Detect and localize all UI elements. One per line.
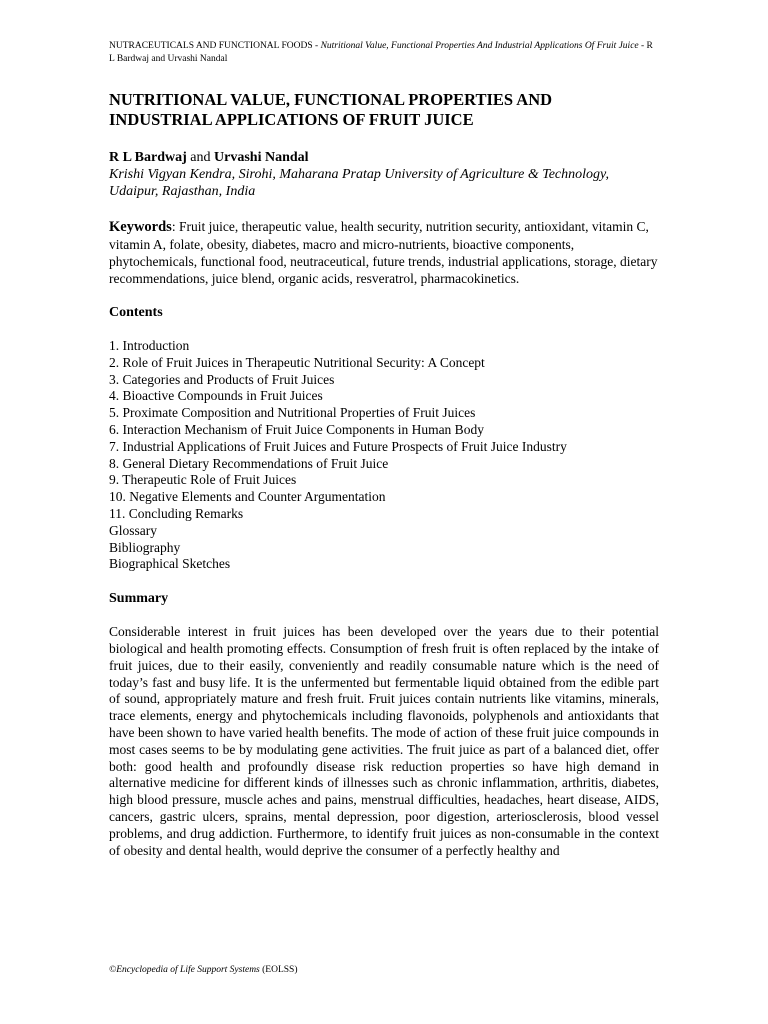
contents-item: 11. Concluding Remarks xyxy=(109,505,244,521)
keywords-label: Keywords xyxy=(109,219,172,235)
keywords-text: : Fruit juice, therapeutic value, health security, nutrition security, antioxidant, vitamin C, vitamin A, folate, obesity, diabetes, macro and micro-nutrients, bioactive components, phytochemicals, functional food, neutraceutical, future trends, industrial applications, storage, dietary recommendations, juice blend, organic acids, resveratrol, pharmacokinetics. xyxy=(109,219,658,286)
chapter-title-line-2: INDUSTRIAL APPLICATIONS OF FRUIT JUICE xyxy=(109,110,474,129)
author-conjunction: and xyxy=(186,150,215,165)
contents-item: Biographical Sketches xyxy=(109,556,231,572)
page-footer xyxy=(109,964,298,976)
footer-copyright: ©Encyclopedia of Life Support Systems xyxy=(109,965,260,975)
author-line xyxy=(109,149,659,166)
contents-heading: Contents xyxy=(109,305,163,320)
affiliation: Krishi Vigyan Kendra, Sirohi, Maharana Pratap University of Agriculture & Technology, Udaipur, Rajasthan, India xyxy=(109,167,609,199)
contents-item: Glossary xyxy=(109,522,157,538)
contents-item: 1. Introduction xyxy=(109,338,190,353)
summary-paragraph: Considerable interest in fruit juices has been developed over the years due to their potential biological and health promoting effects. Consumption of fresh fruit is often replaced by the intake of fruit juices, due to their easily, conveniently and readily consumable nature which is the need of today’s fast and busy life. It is the unfermented but fermentable liquid obtained from the edible part of sound, appropriately mature and fresh fruit. Fruit juices contain nutrients like vitamins, minerals, trace elements, energy and phytochemicals including flavonoids, polyphenols and antioxidants that have been shown to have varied health benefits. The mode of action of these fruit juice compounds in most cases seems to be by modulating gene activities. The fruit juice as part of a balanced diet, offer both: good health and profoundly disease risk reduction properties so have high demand in alternative medicine for different kinds of illnesses such as chronic inflammation, arthritis, diabetes, high blood pressure, muscle aches and pains, menstrual difficulties, headaches, heart disease, AIDS, cancers, gastric ulcers, sprains, mental depression, poor digestion, arteriosclerosis, blood vessel problems, and drug addiction. Furthermore, to identify fruit juices as non-consumable in the context of obesity and dental health, would deprive the consumer of a perfectly healthy and xyxy=(109,624,659,858)
contents-item: 3. Categories and Products of Fruit Juices xyxy=(109,371,335,387)
summary-heading: Summary xyxy=(109,591,169,607)
contents-list xyxy=(109,338,659,573)
contents-item: 8. General Dietary Recommendations of Fruit Juice xyxy=(109,455,389,471)
header-series: NUTRACEUTICALS AND FUNCTIONAL FOODS xyxy=(109,41,313,51)
contents-item: 4. Bioactive Compounds in Fruit Juices xyxy=(109,388,323,404)
author-2: Urvashi Nandal xyxy=(214,150,309,165)
contents-item: 5. Proximate Composition and Nutritional Properties of Fruit Juices xyxy=(109,405,476,421)
contents-item: 7. Industrial Applications of Fruit Juices and Future Prospects of Fruit Juice Industry xyxy=(109,438,567,454)
author-1: R L Bardwaj xyxy=(109,150,187,165)
contents-item: 9. Therapeutic Role of Fruit Juices xyxy=(109,472,297,488)
contents-item: 2. Role of Fruit Juices in Therapeutic Nutritional Security: A Concept xyxy=(109,354,485,370)
chapter-title xyxy=(109,90,659,130)
document-page xyxy=(109,40,659,859)
contents-item: 10. Negative Elements and Counter Argumentation xyxy=(109,489,386,505)
keywords-paragraph xyxy=(109,218,659,287)
chapter-title-line-1: NUTRITIONAL VALUE, FUNCTIONAL PROPERTIES AND xyxy=(109,90,553,109)
running-header xyxy=(109,40,659,66)
contents-item: Bibliography xyxy=(109,539,181,555)
contents-item: 6. Interaction Mechanism of Fruit Juice Components in Human Body xyxy=(109,421,484,437)
header-authors: - R L Bardwaj and Urvashi Nandal xyxy=(109,41,653,64)
header-chapter-title: Nutritional Value, Functional Properties And Industrial Applications Of Fruit Juice xyxy=(320,41,639,51)
footer-abbreviation: (EOLSS) xyxy=(259,965,298,975)
header-separator: - xyxy=(312,41,321,51)
